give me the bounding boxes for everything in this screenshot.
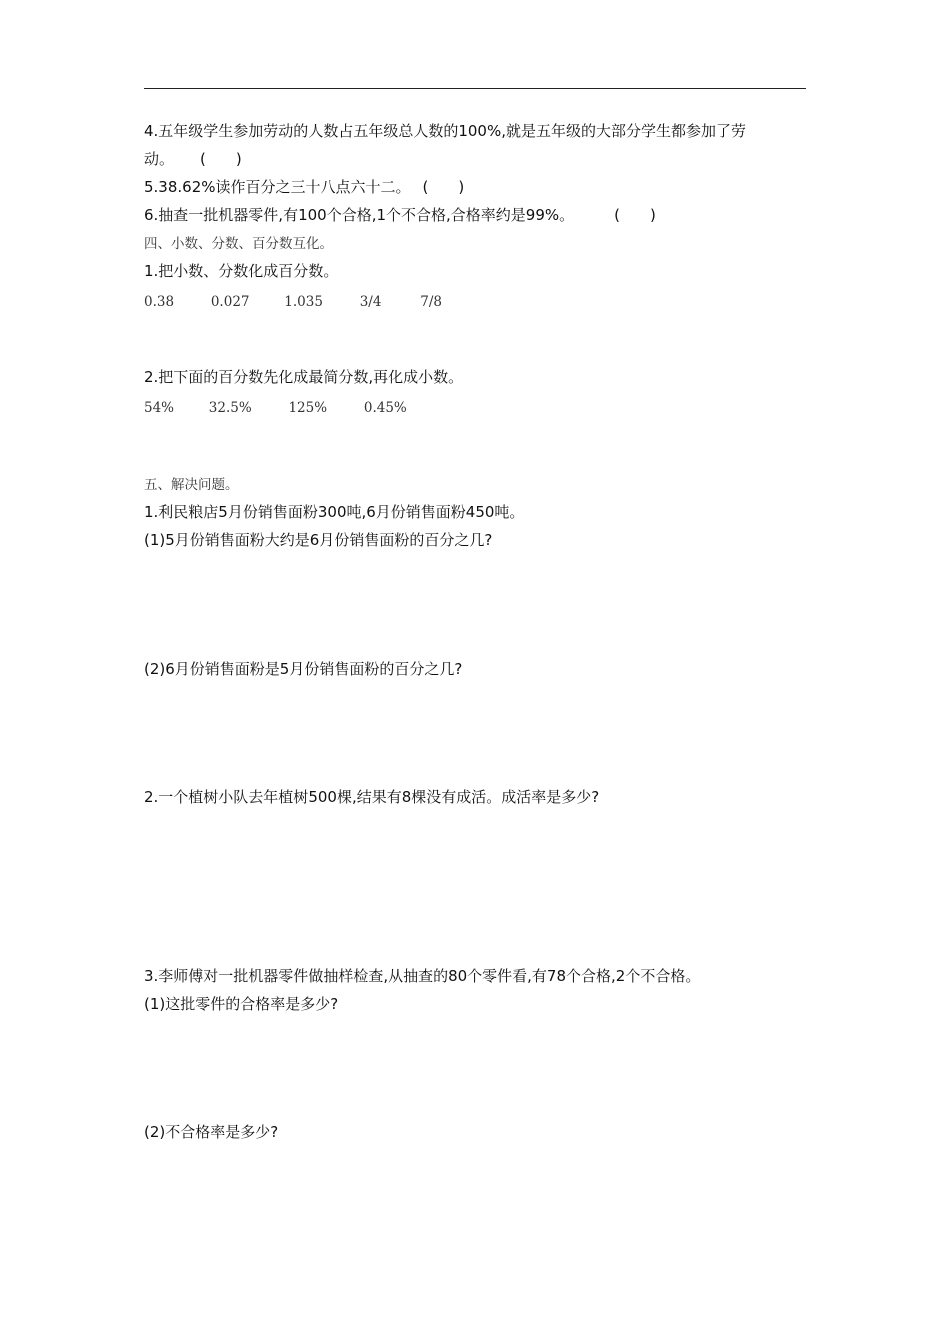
judge-q4-text: 动。: [144, 150, 175, 168]
q2-item: 0.45%: [363, 400, 407, 416]
problem-2: 2.一个植树小队去年植树500棵,结果有8棵没有成活。成活率是多少?: [144, 788, 600, 806]
answer-paren[interactable]: ( ): [422, 178, 465, 196]
section5-heading: 五、解决问题。: [144, 477, 239, 493]
judge-q5-text: 5.38.62%读作百分之三十八点六十二。: [144, 178, 411, 196]
answer-paren[interactable]: ( ): [614, 206, 656, 224]
section4-q2-items: [144, 397, 407, 418]
section4-heading: 四、小数、分数、百分数互化。: [144, 236, 333, 252]
q1-item: 1.035: [284, 294, 323, 310]
judge-q5: [144, 177, 464, 197]
problem-3-part-1: (1)这批零件的合格率是多少?: [144, 995, 339, 1013]
problem-1: 1.利民粮店5月份销售面粉300吨,6月份销售面粉450吨。: [144, 503, 525, 521]
problem-1-part-1: (1)5月份销售面粉大约是6月份销售面粉的百分之几?: [144, 531, 493, 549]
q1-item: 7/8: [420, 294, 442, 310]
q2-item: 32.5%: [208, 400, 252, 416]
q1-item: 0.027: [210, 294, 250, 310]
header-rule: [144, 88, 806, 89]
judge-q4-line1: 4.五年级学生参加劳动的人数占五年级总人数的100%,就是五年级的大部分学生都参加了劳: [144, 122, 746, 140]
problem-1-part-2: (2)6月份销售面粉是5月份销售面粉的百分之几?: [144, 660, 463, 678]
judge-q6: [144, 205, 656, 225]
problem-3-part-2: (2)不合格率是多少?: [144, 1123, 279, 1141]
q1-item: 3/4: [359, 294, 382, 310]
judge-q4-line2: [144, 149, 242, 169]
q2-item: 125%: [288, 400, 328, 416]
section4-q1-items: [144, 291, 442, 312]
q2-item: 54%: [144, 400, 175, 416]
section4-q2: 2.把下面的百分数先化成最简分数,再化成小数。: [144, 368, 464, 386]
section4-q1: 1.把小数、分数化成百分数。: [144, 262, 339, 280]
q1-item: 0.38: [144, 294, 175, 310]
problem-3: 3.李师傅对一批机器零件做抽样检查,从抽查的80个零件看,有78个合格,2个不合格。: [144, 967, 701, 985]
answer-paren[interactable]: ( ): [200, 150, 242, 168]
judge-q6-text: 6.抽查一批机器零件,有100个合格,1个不合格,合格率约是99%。: [144, 206, 575, 224]
